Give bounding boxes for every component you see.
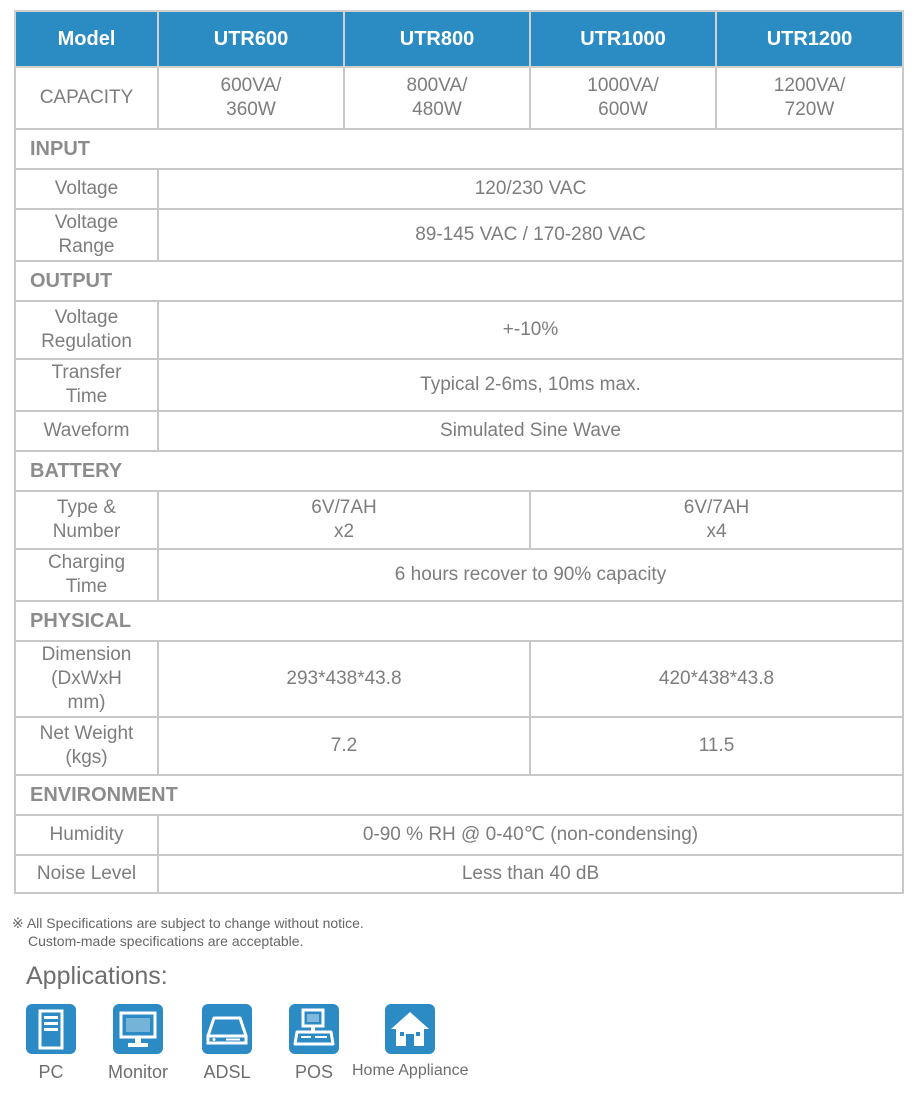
model-utr800: UTR800 xyxy=(344,11,530,67)
section-input xyxy=(15,129,903,169)
battery-type-row xyxy=(15,491,903,549)
capacity-utr1000 xyxy=(530,67,716,129)
humidity-label: Humidity xyxy=(15,815,158,855)
capacity-w: 600W xyxy=(598,99,648,120)
application-label: PC xyxy=(38,1062,64,1082)
weight-label: Net Weight (kgs) xyxy=(15,717,158,775)
section-environment xyxy=(15,775,903,815)
voltage-range-row xyxy=(15,209,903,261)
house-icon xyxy=(385,1004,435,1054)
section-physical xyxy=(15,601,903,641)
capacity-w: 480W xyxy=(412,99,462,120)
battery-type-b: 6V/7AH x4 xyxy=(530,491,903,549)
pos-terminal-icon xyxy=(289,1004,339,1054)
application-adsl xyxy=(200,1004,254,1083)
voltage-label: Voltage xyxy=(15,169,158,209)
section-title: INPUT xyxy=(15,129,903,169)
capacity-va: 1200VA/ xyxy=(773,75,846,96)
voltage-row xyxy=(15,169,903,209)
noise-label: Noise Level xyxy=(15,855,158,893)
model-utr600: UTR600 xyxy=(158,11,344,67)
dimension-row xyxy=(15,641,903,717)
section-title: BATTERY xyxy=(15,451,903,491)
transfer-label: Transfer Time xyxy=(15,359,158,411)
regulation-label: Voltage Regulation xyxy=(15,301,158,359)
weight-b: 11.5 xyxy=(530,717,903,775)
application-label: Monitor xyxy=(107,1062,169,1082)
footnote xyxy=(12,914,364,950)
humidity-row xyxy=(15,815,903,855)
transfer-row xyxy=(15,359,903,411)
pc-tower-icon xyxy=(26,1004,76,1054)
regulation-row xyxy=(15,301,903,359)
section-title: ENVIRONMENT xyxy=(15,775,903,815)
footnote-line-2: Custom-made specifications are acceptable. xyxy=(28,933,304,949)
noise-value: Less than 40 dB xyxy=(158,855,903,893)
capacity-va: 800VA/ xyxy=(406,75,468,96)
capacity-row xyxy=(15,67,903,129)
battery-type-label: Type & Number xyxy=(15,491,158,549)
header-row xyxy=(15,11,903,67)
transfer-value: Typical 2-6ms, 10ms max. xyxy=(158,359,903,411)
waveform-row xyxy=(15,411,903,451)
section-title: OUTPUT xyxy=(15,261,903,301)
application-label: Home Appliance xyxy=(352,1062,469,1079)
section-battery xyxy=(15,451,903,491)
dimension-a: 293*438*43.8 xyxy=(158,641,530,717)
capacity-w: 360W xyxy=(226,99,276,120)
section-title: PHYSICAL xyxy=(15,601,903,641)
regulation-value: +-10% xyxy=(158,301,903,359)
model-utr1000: UTR1000 xyxy=(530,11,716,67)
waveform-label: Waveform xyxy=(15,411,158,451)
charging-row xyxy=(15,549,903,601)
dimension-label: Dimension (DxWxH mm) xyxy=(15,641,158,717)
footnote-line-1: ※ All Specifications are subject to change without notice. xyxy=(12,915,364,931)
voltage-range-label: Voltage Range xyxy=(15,209,158,261)
application-pos xyxy=(288,1004,340,1083)
humidity-value: 0-90 % RH @ 0-40℃ (non-condensing) xyxy=(158,815,903,855)
battery-type-a: 6V/7AH x2 xyxy=(158,491,530,549)
applications-title: Applications: xyxy=(26,962,168,990)
application-label: ADSL xyxy=(203,1062,251,1082)
model-header: Model xyxy=(15,11,158,67)
adsl-modem-icon xyxy=(202,1004,252,1054)
charging-label: Charging Time xyxy=(15,549,158,601)
capacity-utr800 xyxy=(344,67,530,129)
noise-row xyxy=(15,855,903,893)
capacity-w: 720W xyxy=(784,99,835,120)
voltage-value: 120/230 VAC xyxy=(158,169,903,209)
application-home-appliance xyxy=(352,1004,468,1080)
spec-table xyxy=(14,10,904,894)
charging-value: 6 hours recover to 90% capacity xyxy=(158,549,903,601)
capacity-utr600 xyxy=(158,67,344,129)
dimension-b: 420*438*43.8 xyxy=(530,641,903,717)
voltage-range-value: 89-145 VAC / 170-280 VAC xyxy=(158,209,903,261)
capacity-label: CAPACITY xyxy=(15,67,158,129)
weight-row xyxy=(15,717,903,775)
capacity-va: 600VA/ xyxy=(220,75,282,96)
monitor-icon xyxy=(113,1004,163,1054)
model-utr1200: UTR1200 xyxy=(716,11,903,67)
waveform-value: Simulated Sine Wave xyxy=(158,411,903,451)
application-label: POS xyxy=(294,1062,333,1082)
application-monitor xyxy=(103,1004,173,1083)
capacity-va: 1000VA/ xyxy=(587,75,659,96)
section-output xyxy=(15,261,903,301)
application-pc xyxy=(25,1004,77,1083)
weight-a: 7.2 xyxy=(158,717,530,775)
capacity-utr1200 xyxy=(716,67,903,129)
